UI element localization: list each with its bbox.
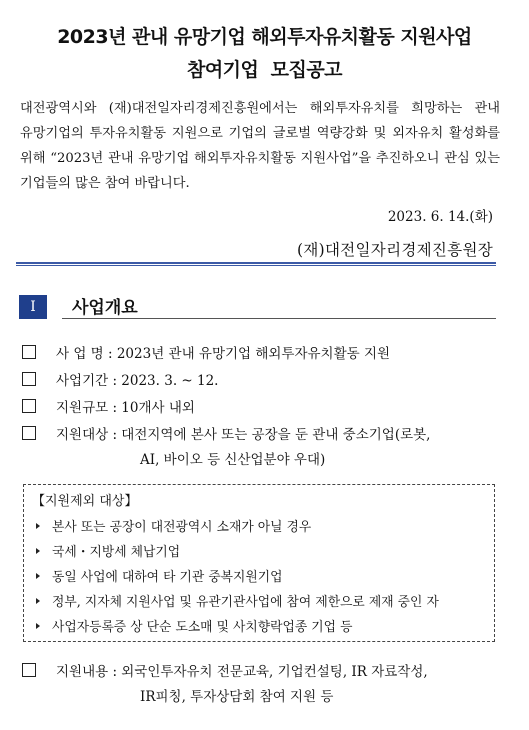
bullet-triangle-icon [36,598,40,604]
overview-item [22,660,428,680]
checkbox-icon [22,345,36,359]
overview-item [22,342,390,362]
exclusion-item: 사업자등록증 상 단순 도소매 및 사치향락업종 기업 등 [36,616,352,635]
overview-item-continuation: IR피칭, 투자상담회 참여 지원 등 [140,689,334,705]
issuing-organization: (재)대전일자리경제진흥원장 [297,241,493,259]
bullet-triangle-icon [36,548,40,554]
intro-paragraph: 대전광역시와 (재)대전일자리경제진흥원에서는 해외투자유치를 희망하는 관내 유망기업의 투자유치활동 지원으로 기업의 글로벌 역량강화 및 외자유치 활성화를 위해 “2023년 관내 유망기업 해외투자유치활동 지원사업”을 추진하오니 관심 있는 기업들의 많은 참여 바랍니다. [20,101,500,191]
header-divider [16,262,496,264]
section-title: 사업개요 [72,298,138,318]
overview-item-text: 사 업 명 : 2023년 관내 유망기업 해외투자유치활동 지원 [56,346,391,362]
page-title: 2023년 관내 유망기업 해외투자유치활동 지원사업 [57,26,472,48]
overview-item [22,369,218,389]
section-underline [62,318,496,319]
overview-item [22,423,430,443]
overview-item-text: 지원규모 : 10개사 내외 [56,400,195,416]
checkbox-icon [22,399,36,413]
checkbox-icon [22,372,36,386]
checkbox-icon [22,663,36,677]
header-divider-thin [16,265,496,266]
bullet-triangle-icon [36,573,40,579]
overview-item-continuation: AI, 바이오 등 신산업분야 우대) [140,452,326,468]
exclusion-item: 정부, 지자체 지원사업 및 유관기관사업에 참여 제한으로 제재 중인 자 [36,591,439,610]
section-number-badge: Ⅰ [19,295,47,319]
overview-item-text: 사업기간 : 2023. 3. ~ 12. [56,373,219,389]
exclusion-heading: 【지원제외 대상】 [32,494,138,509]
overview-item-text: 지원대상 : 대전지역에 본사 또는 공장을 둔 관내 중소기업(로봇, [56,427,431,443]
bullet-triangle-icon [36,523,40,529]
exclusion-item: 국세・지방세 체납기업 [36,541,180,560]
exclusion-item: 본사 또는 공장이 대전광역시 소재가 아닐 경우 [36,516,311,535]
checkbox-icon [22,426,36,440]
bullet-triangle-icon [36,623,40,629]
page-subtitle: 참여기업 모집공고 [186,59,343,81]
overview-item-text: 지원내용 : 외국인투자유치 전문교육, 기업컨설팅, IR 자료작성, [56,664,428,680]
announcement-date: 2023. 6. 14.(화) [387,209,493,225]
exclusion-item: 동일 사업에 대하여 타 기관 중복지원기업 [36,566,283,585]
overview-item [22,396,195,416]
